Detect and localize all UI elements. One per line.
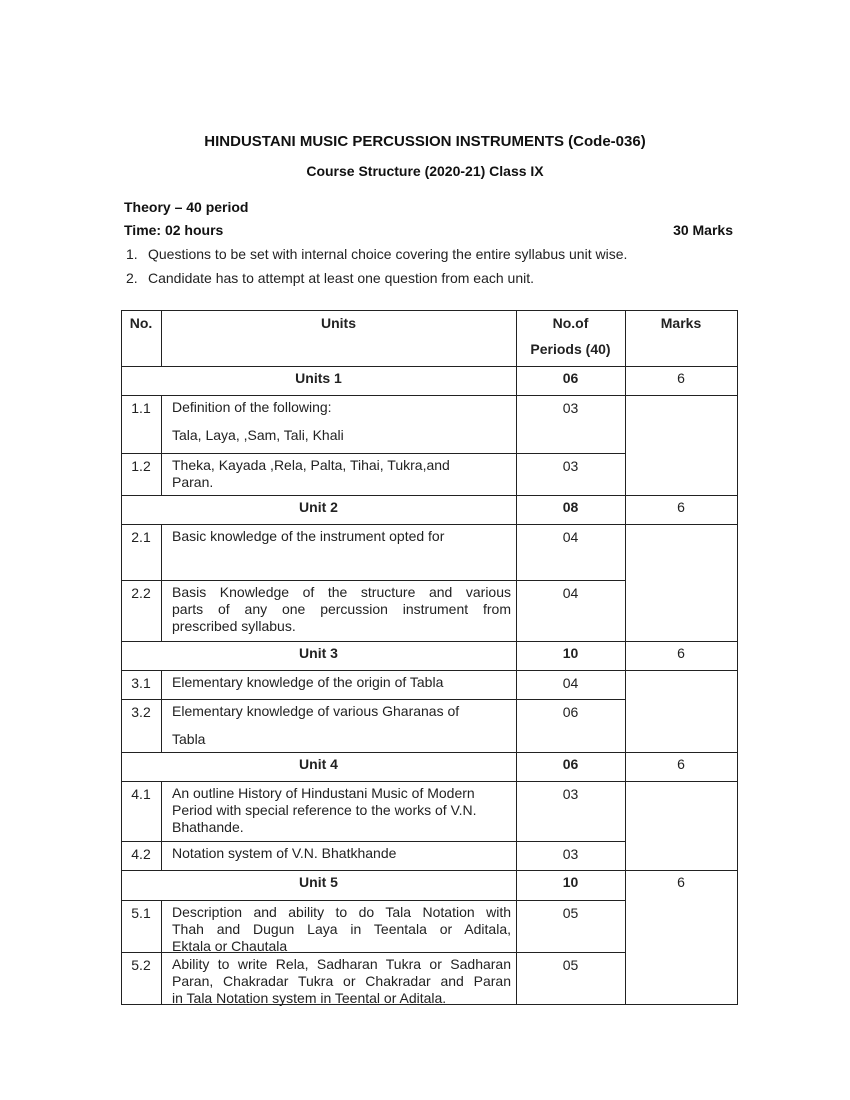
row-description: Elementary knowledge of various Gharanas of [172,703,460,719]
unit-marks: 6 [677,874,685,890]
table-rule-vertical [161,781,162,841]
table-rule-vertical [625,495,626,641]
unit-title: Unit 5 [299,874,338,890]
row-periods: 03 [562,400,579,416]
row-description: Notation system of V.N. Bhatkhande [172,845,397,861]
page-title: HINDUSTANI MUSIC PERCUSSION INSTRUMENTS (Code-036) [204,133,646,150]
unit-title: Unit 2 [299,499,338,515]
table-rule-vertical [161,952,162,1004]
total-marks: 30 Marks [673,222,733,238]
unit-periods: 06 [562,370,579,386]
table-rule-vertical [161,524,162,580]
instruction-text: Candidate has to attempt at least one question from each unit. [148,270,535,286]
table-rule-horizontal [121,310,738,311]
row-number: 2.1 [131,529,151,545]
table-rule-horizontal [625,524,738,525]
instruction-text: Questions to be set with internal choice covering the entire syllabus unit wise. [148,246,628,262]
row-number: 1.2 [131,458,151,474]
page-subtitle: Course Structure (2020-21) Class IX [306,163,544,179]
table-rule-horizontal [121,495,738,496]
unit-marks: 6 [677,756,685,772]
header-marks: Marks [660,315,702,331]
table-rule-vertical [737,641,738,752]
row-number: 1.1 [131,400,151,416]
header-no: No. [129,315,153,331]
table-rule-horizontal [121,580,626,581]
row-description: Elementary knowledge of the origin of Tabla [172,674,444,690]
table-rule-horizontal [121,781,626,782]
row-description: Paran, Chakradar Tukra or Chakradar and Paran [172,973,511,989]
header-periods: No.of [552,315,589,331]
row-description: Period with special reference to the works of V.N. [172,802,477,818]
table-rule-horizontal [121,699,626,700]
row-description: prescribed syllabus. [172,618,296,634]
row-description: Tala, Laya, ,Sam, Tali, Khali [172,427,344,443]
row-description: parts of any one percussion instrument from [172,601,511,617]
row-description: Theka, Kayada ,Rela, Palta, Tihai, Tukra,and [172,457,450,473]
row-number: 3.2 [131,704,151,720]
unit-title: Unit 4 [299,756,338,772]
row-number: 3.1 [131,675,151,691]
instruction-number: 2. [126,270,138,286]
table-rule-horizontal [121,670,626,671]
exam-time: Time: 02 hours [124,222,224,238]
unit-periods: 06 [562,756,579,772]
unit-marks: 6 [677,499,685,515]
unit-periods: 08 [562,499,579,515]
row-periods: 03 [562,846,579,862]
row-description: Bhathande. [172,819,244,835]
table-rule-vertical [737,752,738,870]
row-periods: 04 [562,675,579,691]
row-periods: 05 [562,905,579,921]
row-description: in Tala Notation system in Teental or Aditala. [172,990,447,1006]
row-description: Basic knowledge of the instrument opted for [172,528,445,544]
unit-title: Unit 3 [299,645,338,661]
unit-title: Units 1 [295,370,342,386]
unit-periods: 10 [562,874,579,890]
table-rule-horizontal [121,366,738,367]
row-number: 4.1 [131,786,151,802]
row-number: 5.2 [131,957,151,973]
row-periods: 03 [562,786,579,802]
row-number: 5.1 [131,905,151,921]
table-rule-vertical [737,870,738,1004]
instruction-number: 1. [126,246,138,262]
unit-marks: 6 [677,370,685,386]
row-description: Definition of the following: [172,399,332,415]
unit-marks: 6 [677,645,685,661]
table-rule-horizontal [121,900,626,901]
row-description: Basis Knowledge of the structure and various [172,584,511,600]
table-rule-horizontal [625,781,738,782]
table-rule-vertical [161,580,162,641]
row-number: 4.2 [131,846,151,862]
row-periods: 03 [562,458,579,474]
table-rule-horizontal [121,841,626,842]
row-description: Description and ability to do Tala Notation with [172,904,511,920]
table-rule-horizontal [121,524,626,525]
table-rule-horizontal [121,453,626,454]
table-rule-vertical [737,495,738,641]
theory-periods: Theory – 40 period [124,199,249,215]
row-number: 2.2 [131,585,151,601]
row-periods: 04 [562,585,579,601]
table-rule-vertical [161,699,162,752]
instruction-item [126,246,627,262]
header-periods: Periods (40) [530,341,611,357]
table-rule-horizontal [121,395,626,396]
row-description: Tabla [172,731,206,747]
row-description: Ability to write Rela, Sadharan Tukra or Sadharan [172,956,511,972]
table-rule-horizontal [121,752,738,753]
row-periods: 04 [562,529,579,545]
table-rule-vertical [737,366,738,495]
table-rule-vertical [161,900,162,952]
table-rule-horizontal [121,870,738,871]
table-rule-horizontal [625,1004,738,1005]
table-rule-vertical [161,453,162,495]
row-description: Thah and Dugun Laya in Teentala or Aditala, [172,921,511,937]
table-rule-horizontal [121,641,738,642]
row-description: Ektala or Chautala [172,938,288,954]
table-rule-vertical [161,670,162,699]
row-periods: 05 [562,957,579,973]
row-periods: 06 [562,704,579,720]
table-rule-vertical [737,310,738,366]
instruction-item [126,270,534,286]
row-description: Paran. [172,474,214,490]
table-rule-vertical [161,395,162,453]
header-units: Units [321,315,356,331]
unit-periods: 10 [562,645,579,661]
table-rule-vertical [161,841,162,870]
row-description: An outline History of Hindustani Music of Modern [172,785,475,801]
table-rule-horizontal [625,670,738,671]
table-rule-horizontal [625,395,738,396]
